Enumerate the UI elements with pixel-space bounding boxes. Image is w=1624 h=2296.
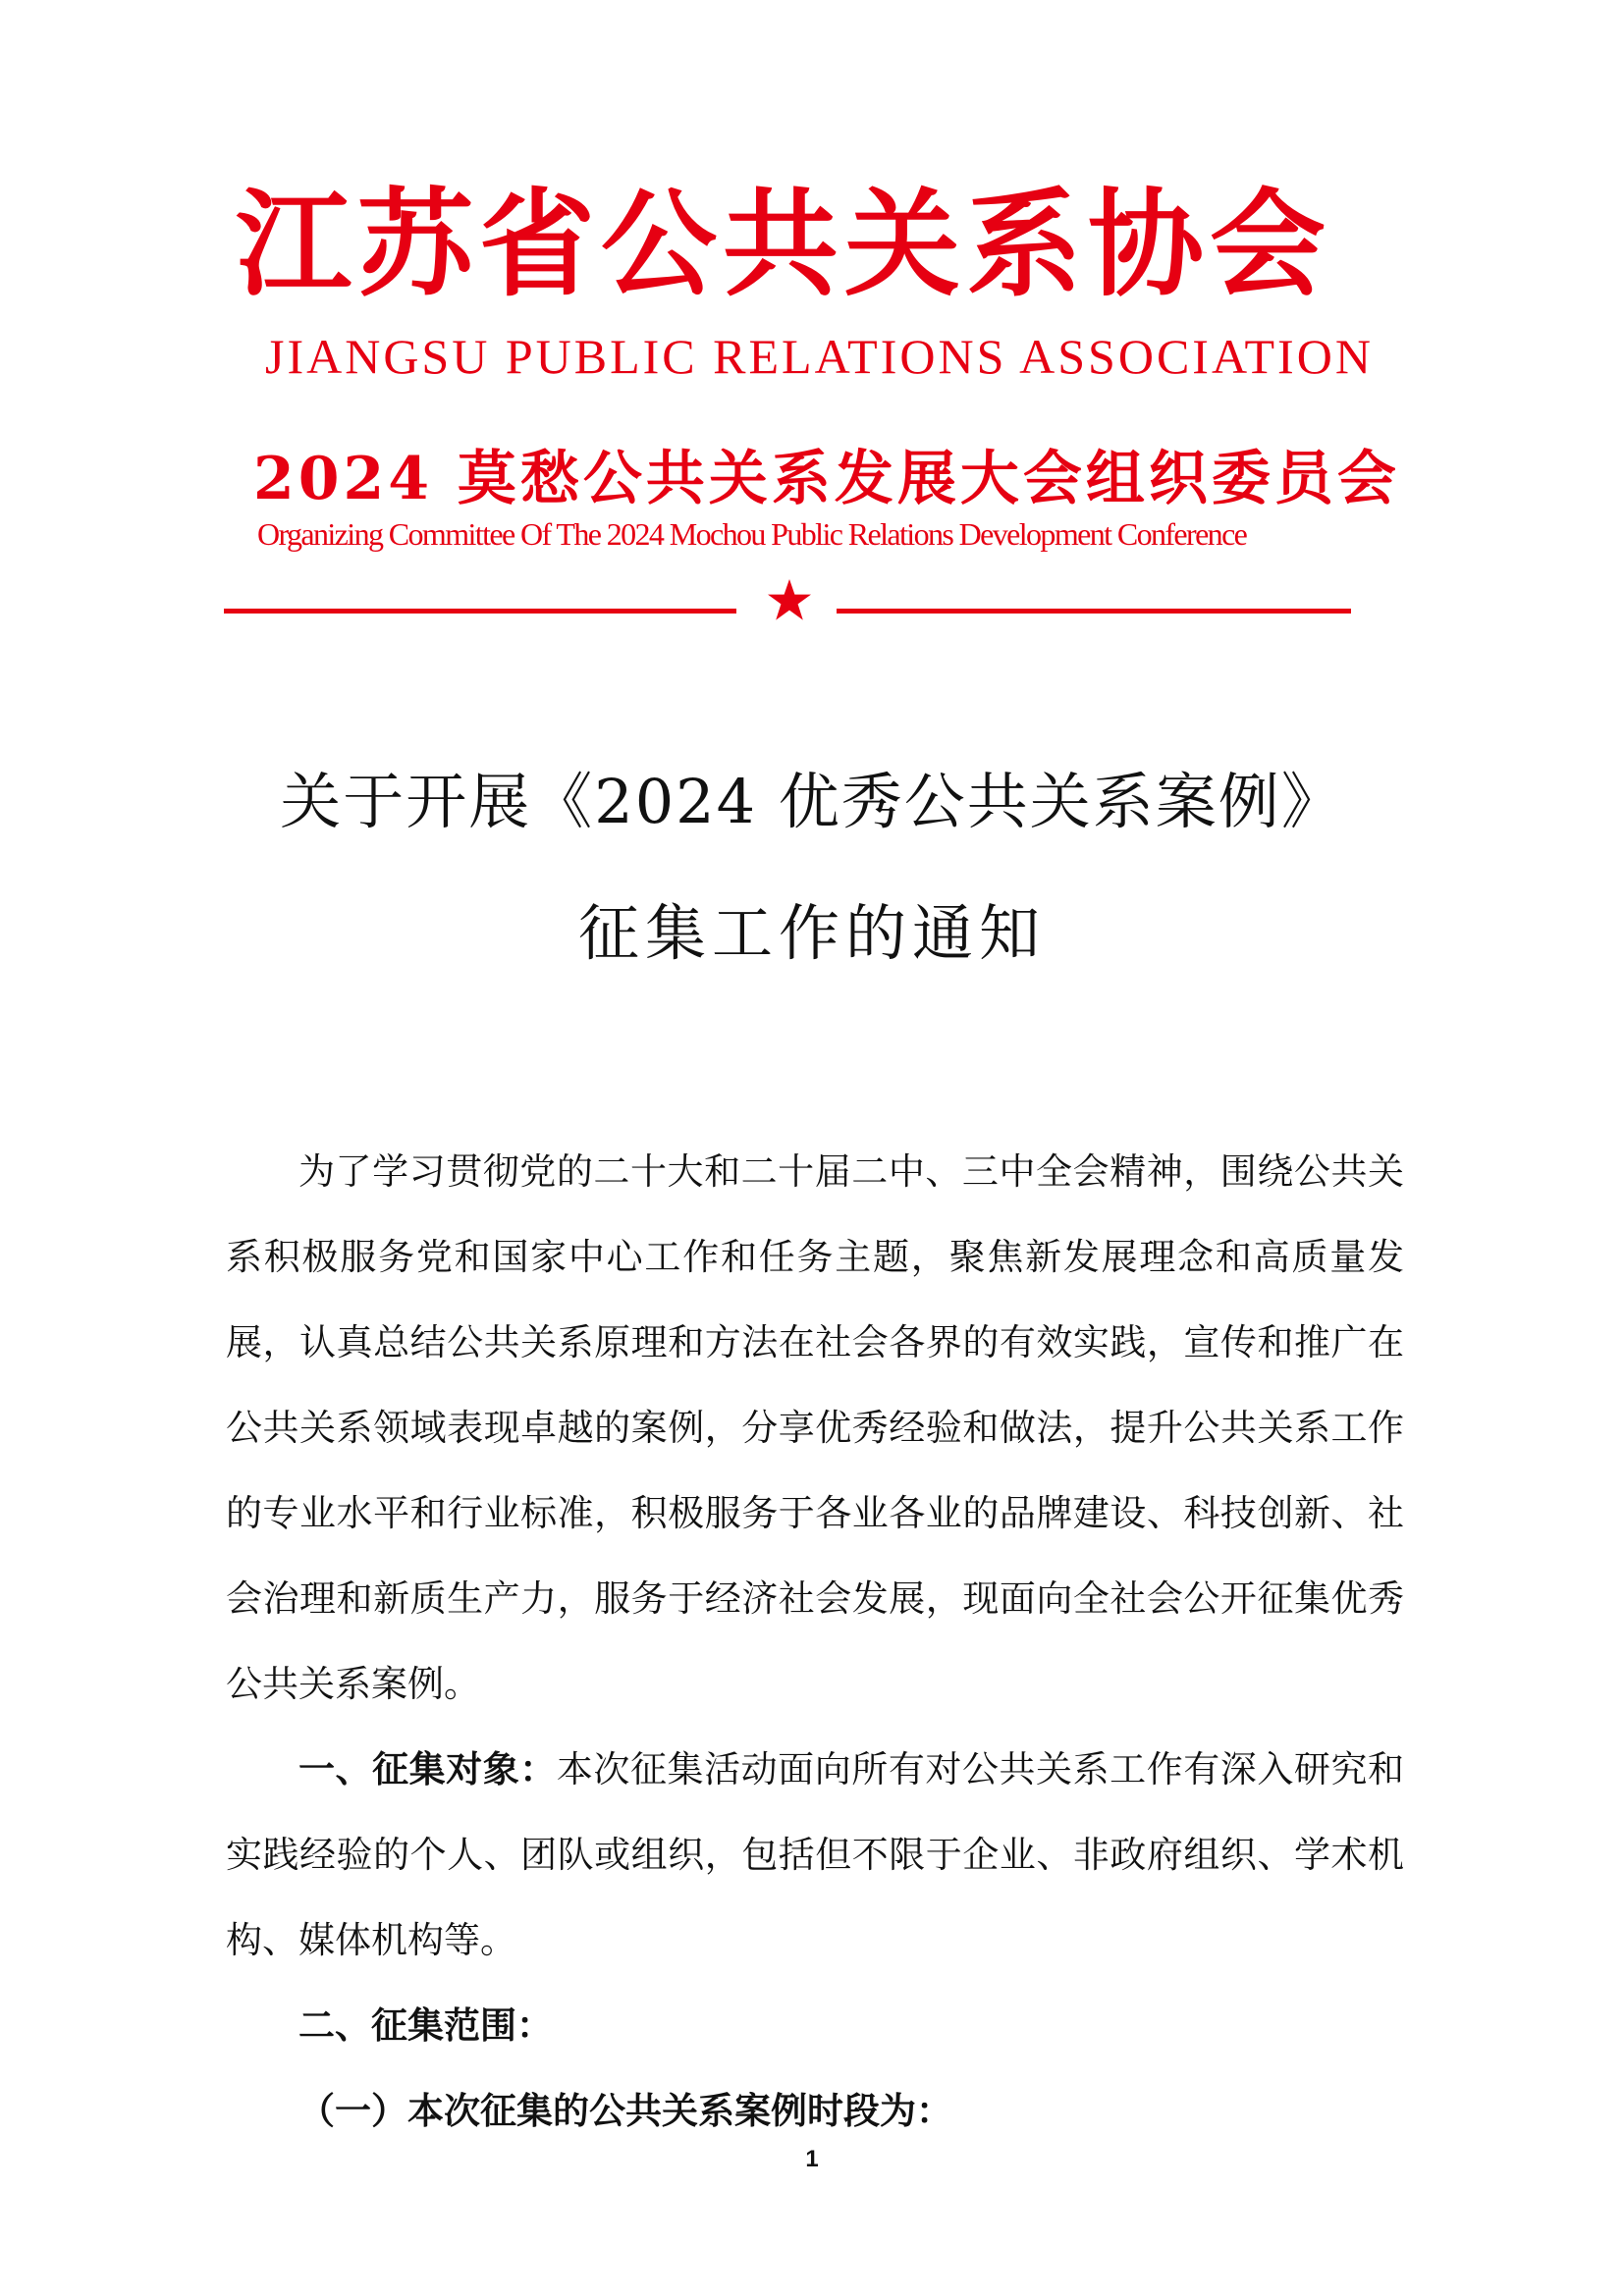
subsection1-label: （一）本次征集的公共关系案例时段为： <box>298 2090 952 2132</box>
star-icon <box>766 577 813 624</box>
notice-title-line1: 关于开展《2024 优秀公共关系案例》 <box>280 766 1344 837</box>
section2-label: 二、征集范围： <box>298 2004 553 2047</box>
section2-paragraph <box>226 1983 1404 2068</box>
section1-text: 本次征集活动面向所有对公共关系工作有深入研究和实践经验的个人、团队或组织，包括但不限于企业、非政府组织、学术机构、媒体机构等。 <box>226 1748 1405 1961</box>
notice-body <box>226 1129 1404 2154</box>
section1-paragraph <box>226 1727 1404 1983</box>
committee-name-cn: 2024 莫愁公共关系发展大会组织委员会 <box>253 445 1400 513</box>
section1-label: 一、征集对象： <box>298 1748 557 1790</box>
organization-name-cn: 江苏省公共关系协会 <box>236 176 1332 312</box>
organization-name-en: JIANGSU PUBLIC RELATIONS ASSOCIATION <box>265 329 1374 384</box>
notice-title-line2: 征集工作的通知 <box>577 897 1046 969</box>
subsection1-paragraph <box>226 2068 1404 2154</box>
divider-line-left <box>224 609 736 614</box>
divider-line-right <box>837 609 1351 614</box>
page-number: 1 <box>805 2146 819 2172</box>
intro-paragraph: 为了学习贯彻党的二十大和二十届二中、三中全会精神，围绕公共关系积极服务党和国家中心工作和任务主题，聚焦新发展理念和高质量发展，认真总结公共关系原理和方法在社会各界的有效实践，宣传和推广在公共关系领域表现卓越的案例，分享优秀经验和做法，提升公共关系工作的专业水平和行业标准，积极服务于各业各业的品牌建设、科技创新、社会治理和新质生产力，服务于经济社会发展，现面向全社会公开征集优秀公共关系案例。 <box>226 1150 1404 1705</box>
committee-name-en: Organizing Committee Of The 2024 Mochou Public Relations Development Conference <box>257 516 1247 552</box>
